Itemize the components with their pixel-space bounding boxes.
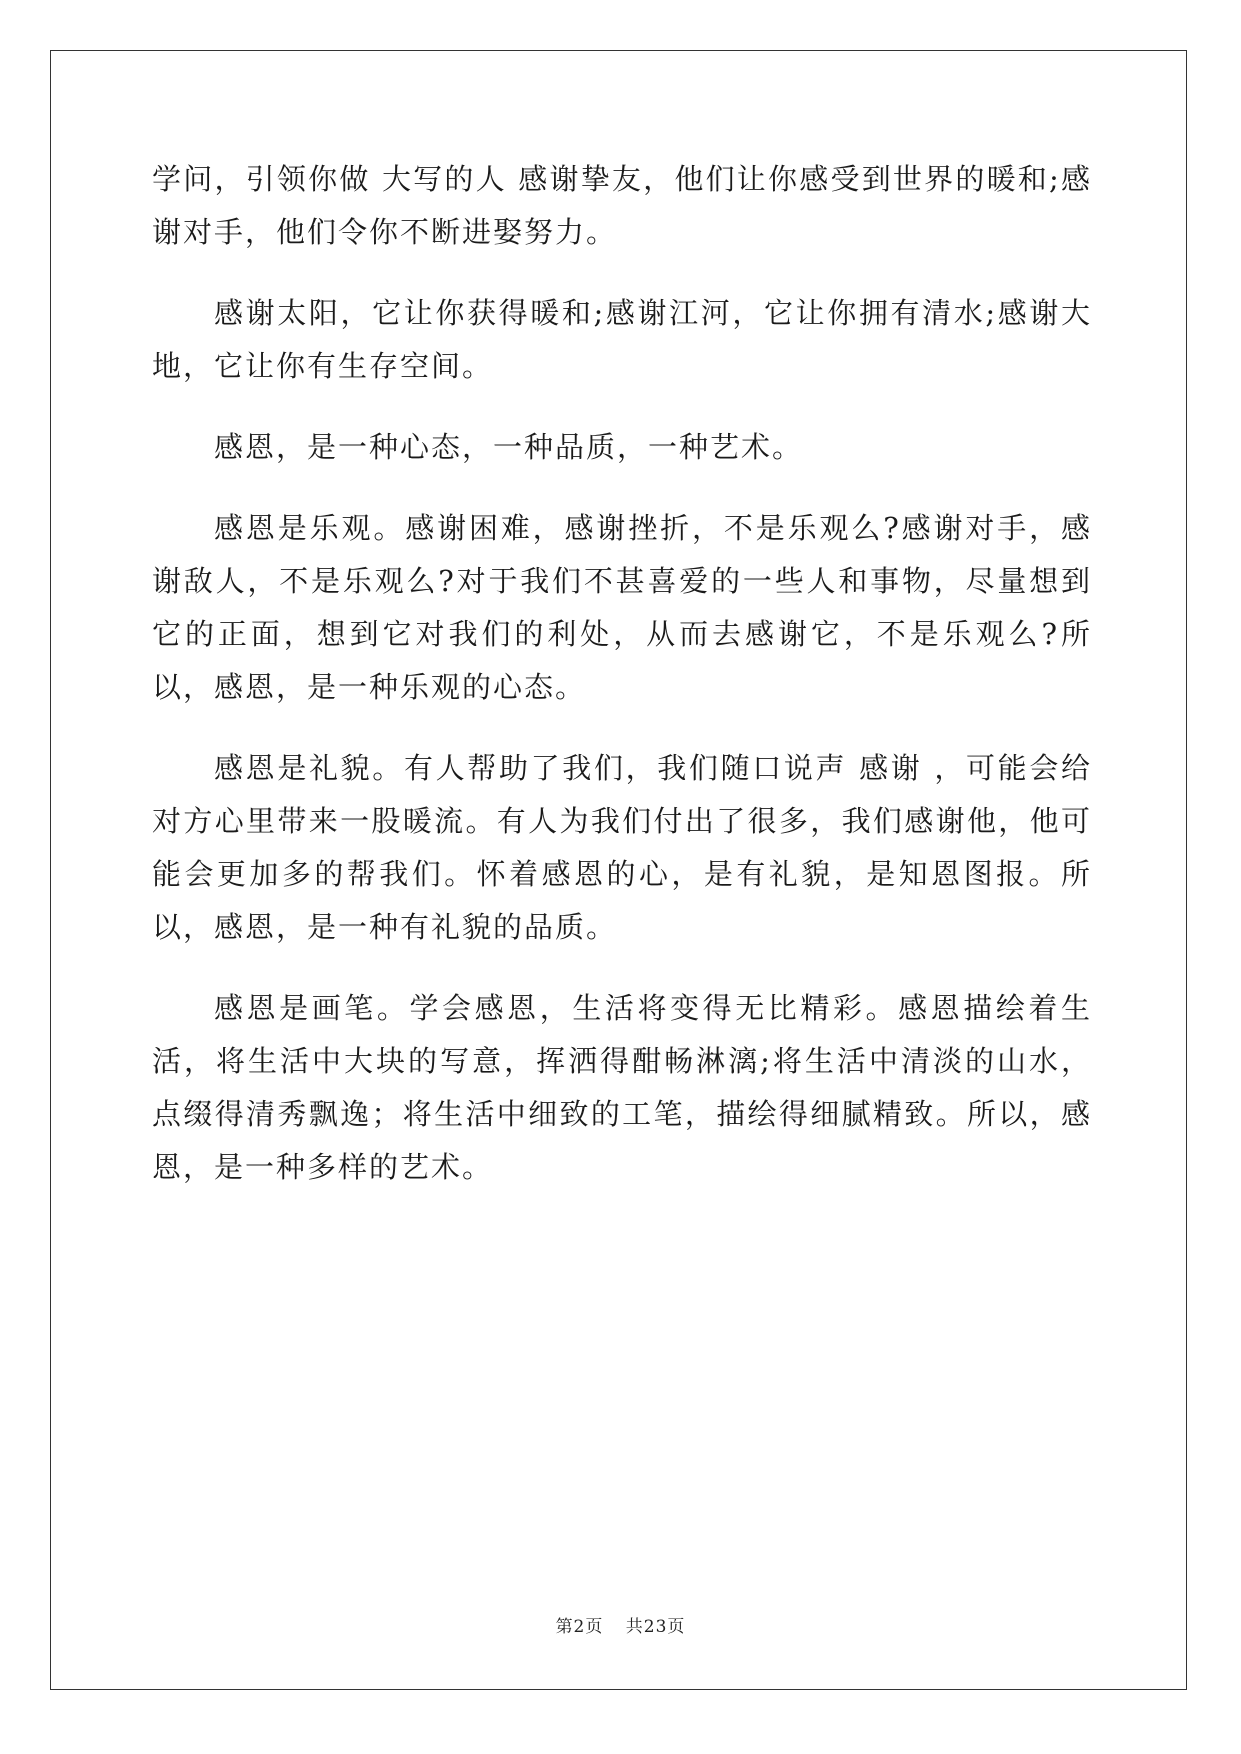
paragraph-1: 学问，引领你做 大写的人 感谢挚友，他们让你感受到世界的暖和;感谢对手，他们令你不断进娶努力。: [152, 162, 1092, 249]
paragraph-3: 感恩，是一种心态，一种品质，一种艺术。: [214, 430, 804, 464]
page-total: 共23页: [625, 1617, 686, 1637]
document-body: [152, 153, 1092, 1222]
paragraph-5: 感恩是礼貌。有人帮助了我们，我们随口说声 感谢 ，可能会给对方心里带来一股暖流。有人为我们付出了很多，我们感谢他，他可能会更加多的帮我们。怀着感恩的心，是有礼貌，是知恩图报。所以，感恩，是一种有礼貌的品质。: [152, 751, 1092, 944]
page-footer: [0, 1612, 1241, 1637]
page-number: 第2页: [555, 1617, 604, 1637]
paragraph-6: 感恩是画笔。学会感恩，生活将变得无比精彩。感恩描绘着生活，将生活中大块的写意，挥洒得酣畅淋漓;将生活中清淡的山水，点缀得清秀飘逸；将生活中细致的工笔，描绘得细腻精致。所以，感恩，是一种多样的艺术。: [152, 991, 1092, 1184]
paragraph-4: 感恩是乐观。感谢困难，感谢挫折，不是乐观么?感谢对手，感谢敌人，不是乐观么?对于我们不甚喜爱的一些人和事物，尽量想到它的正面，想到它对我们的利处，从而去感谢它，不是乐观么?所以，感恩，是一种乐观的心态。: [152, 511, 1092, 704]
paragraph-2: 感谢太阳，它让你获得暖和;感谢江河，它让你拥有清水;感谢大地，它让你有生存空间。: [152, 296, 1092, 383]
